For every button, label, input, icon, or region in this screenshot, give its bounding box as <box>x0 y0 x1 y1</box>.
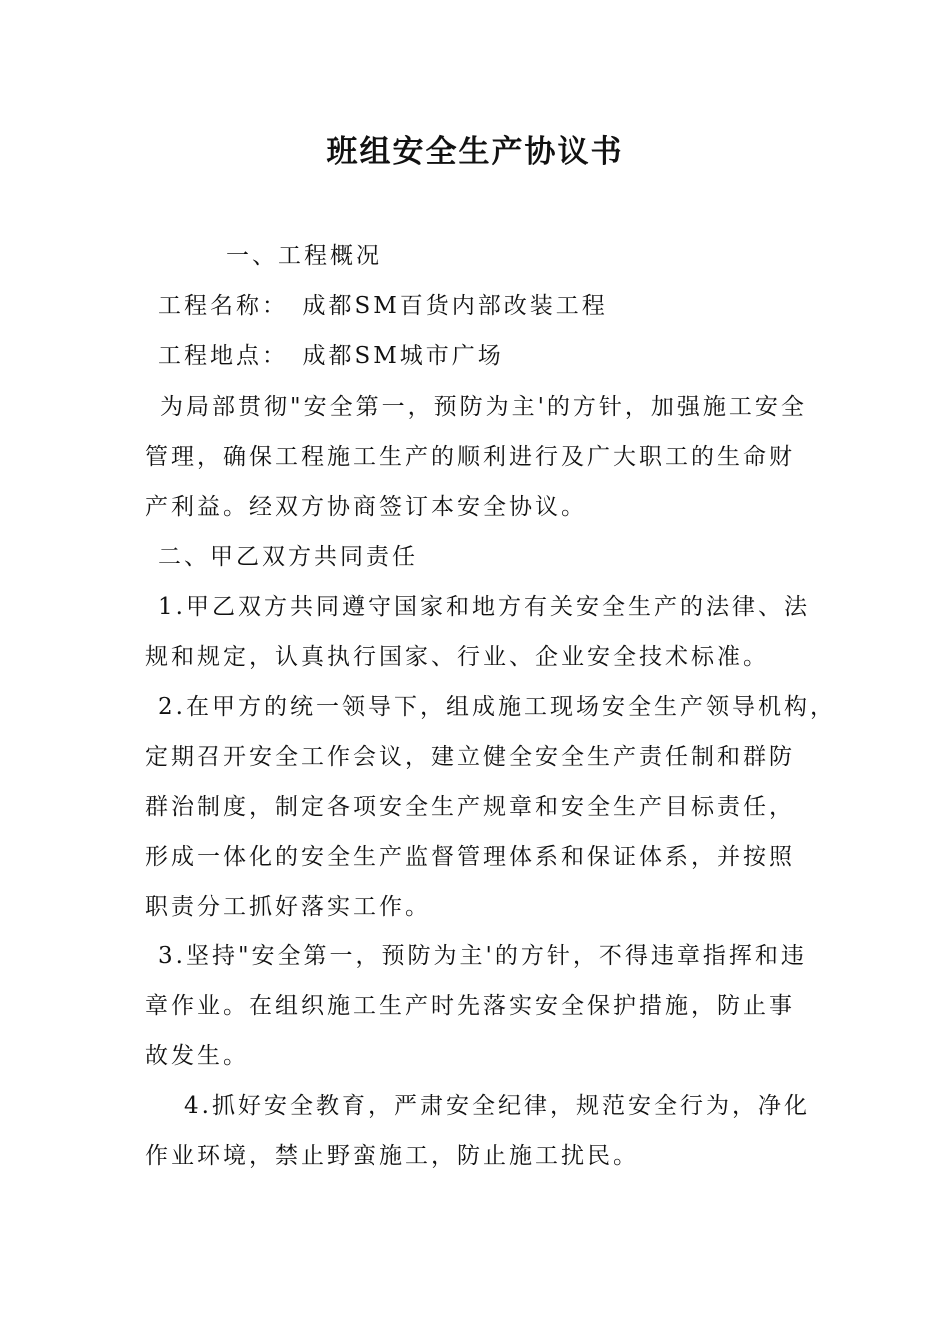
clause-4-line: 4.抓好安全教育，严肃安全纪律，规范安全行为，净化 <box>184 1093 810 1119</box>
clause-1-line: 1.甲乙双方共同遵守国家和地方有关安全生产的法律、法 <box>158 594 810 620</box>
clause-3-line: 3.坚持"安全第一，预防为主'的方针，不得违章指挥和违 <box>158 943 807 969</box>
clause-4-line: 作业环境，禁止野蛮施工，防止施工扰民。 <box>145 1143 639 1169</box>
project-location-line: 工程地点： 成都SM城市广场 <box>158 343 504 369</box>
clause-2-line: 职责分工抓好落实工作。 <box>145 894 431 920</box>
paragraph-line: 为局部贯彻"安全第一，预防为主'的方针，加强施工安全 <box>160 394 807 420</box>
project-name-line: 工程名称： 成都SM百货内部改装工程 <box>158 293 608 319</box>
section-heading-joint-responsibility: 二、甲乙双方共同责任 <box>158 544 418 570</box>
clause-3-line: 章作业。在组织施工生产时先落实安全保护措施，防止事 <box>145 993 795 1019</box>
clause-2-line: 2.在甲方的统一领导下，组成施工现场安全生产领导机构， <box>158 694 836 720</box>
section-heading-project-overview: 一、工程概况 <box>226 243 382 269</box>
document-title: 班组安全生产协议书 <box>326 134 624 170</box>
clause-2-line: 形成一体化的安全生产监督管理体系和保证体系，并按照 <box>145 844 795 870</box>
paragraph-line: 产利益。经双方协商签订本安全协议。 <box>145 494 587 520</box>
paragraph-line: 管理，确保工程施工生产的顺利进行及广大职工的生命财 <box>145 444 795 470</box>
clause-1-line: 规和规定，认真执行国家、行业、企业安全技术标准。 <box>145 644 769 670</box>
clause-2-line: 定期召开安全工作会议，建立健全安全生产责任制和群防 <box>145 744 795 770</box>
clause-2-line: 群治制度，制定各项安全生产规章和安全生产目标责任， <box>145 794 795 820</box>
clause-3-line: 故发生。 <box>145 1043 249 1069</box>
